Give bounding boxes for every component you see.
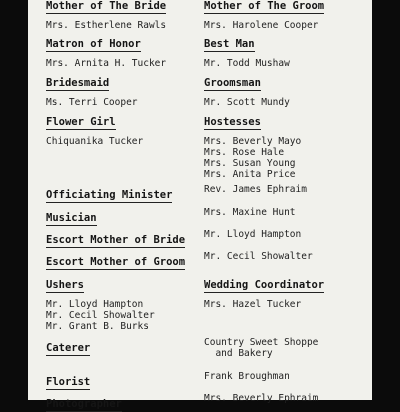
usher-name: Mr. Grant B. Burks <box>46 321 149 332</box>
matron-heading: Matron of Honor <box>46 38 141 50</box>
caterer-name: Country Sweet Shoppe <box>204 337 319 348</box>
mother-of-groom-name: Mrs. Harolene Cooper <box>204 20 319 31</box>
ushers-section <box>46 273 155 332</box>
musician-section <box>46 206 97 226</box>
best-man-heading: Best Man <box>204 38 255 50</box>
florist-name: Frank Broughman <box>204 371 290 382</box>
flower-girl-section <box>46 110 143 147</box>
photographer-heading: Photographer <box>46 398 122 410</box>
hostess-name: Mrs. Susan Young <box>204 158 296 169</box>
matron-section <box>46 32 166 69</box>
escort-bride-section <box>46 228 185 248</box>
hostesses-heading: Hostesses <box>204 116 261 128</box>
musician-heading: Musician <box>46 212 97 224</box>
photographer-section <box>46 392 122 412</box>
hostess-name: Mrs. Anita Price <box>204 169 296 180</box>
coordinator-heading: Wedding Coordinator <box>204 279 325 291</box>
hostesses-section <box>204 110 301 180</box>
mother-of-bride-name: Mrs. Estherlene Rawls <box>46 20 167 31</box>
groomsman-name: Mr. Scott Mundy <box>204 97 290 108</box>
flower-girl-heading: Flower Girl <box>46 116 116 128</box>
officiating-heading: Officiating Minister <box>46 189 173 201</box>
escort-bride-heading: Escort Mother of Bride <box>46 234 186 246</box>
photographer-name: Mrs. Beverly Ephraim <box>204 393 319 404</box>
officiating-name: Rev. James Ephraim <box>204 184 307 195</box>
usher-name: Mr. Lloyd Hampton <box>46 299 144 310</box>
escort-groom-heading: Escort Mother of Groom <box>46 256 186 268</box>
caterer-name: and Bakery <box>204 348 273 359</box>
best-man-name: Mr. Todd Mushaw <box>204 58 290 69</box>
bridesmaid-heading: Bridesmaid <box>46 77 110 89</box>
program-page <box>28 0 372 410</box>
matron-name: Mrs. Arnita H. Tucker <box>46 58 167 69</box>
caterer-heading: Caterer <box>46 342 91 354</box>
groomsman-section <box>204 71 290 108</box>
bridesmaid-section <box>46 71 138 108</box>
officiating-section <box>46 183 172 203</box>
ushers-heading: Ushers <box>46 279 84 291</box>
florist-section <box>46 370 90 390</box>
mother-of-groom-section <box>204 0 324 31</box>
mother-of-groom-heading: Mother of The Groom <box>204 0 325 12</box>
escort-bride-name: Mr. Lloyd Hampton <box>204 229 302 240</box>
escort-groom-name: Mr. Cecil Showalter <box>204 251 313 262</box>
usher-name: Mr. Cecil Showalter <box>46 310 155 321</box>
escort-groom-section <box>46 250 185 270</box>
coordinator-section <box>204 273 324 310</box>
groomsman-heading: Groomsman <box>204 77 261 89</box>
flower-girl-name: Chiquanika Tucker <box>46 136 144 147</box>
best-man-section <box>204 32 290 69</box>
hostess-name: Mrs. Rose Hale <box>204 147 285 158</box>
caterer-section <box>46 336 90 356</box>
mother-of-bride-section <box>46 0 166 31</box>
hostess-name: Mrs. Beverly Mayo <box>204 136 302 147</box>
mother-of-bride-heading: Mother of The Bride <box>46 0 167 12</box>
caterer-name-block <box>204 337 318 359</box>
florist-heading: Florist <box>46 376 91 388</box>
coordinator-name: Mrs. Hazel Tucker <box>204 299 302 310</box>
bridesmaid-name: Ms. Terri Cooper <box>46 97 138 108</box>
musician-name: Mrs. Maxine Hunt <box>204 207 296 218</box>
